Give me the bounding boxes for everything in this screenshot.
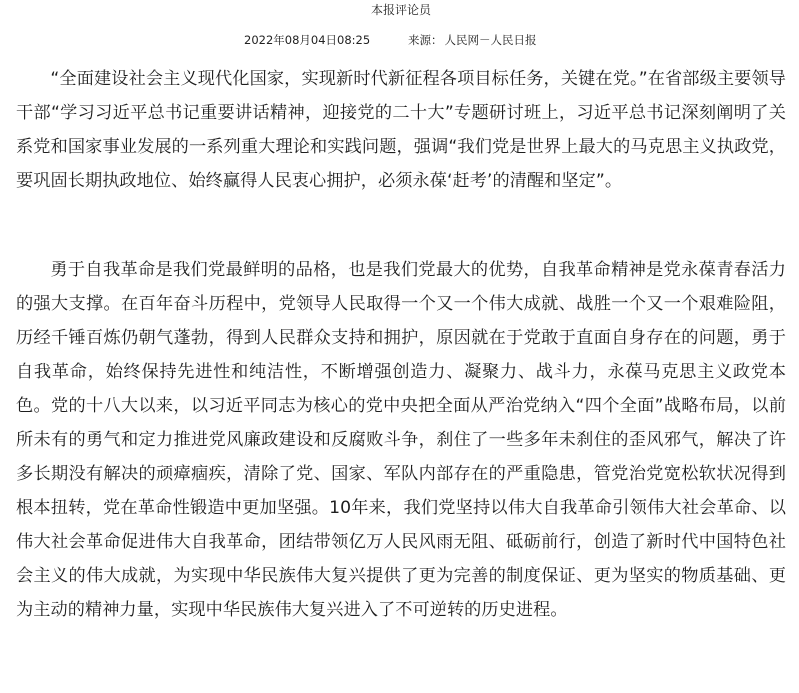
source-link[interactable]: 人民网－人民日报 bbox=[444, 33, 537, 47]
article-paragraph-1: “全面建设社会主义现代化国家，实现新时代新征程各项目标任务，关键在党。”在省部级主要领导干部“学习习近平总书记重要讲话精神，迎接党的二十大”专题研讨班上，习近平总书记深刻阐明了关系党和国家事业发展的一系列重大理论和实践问题，强调“我们党是世界上最大的马克思主义执政党，要巩固长期执政地位、始终赢得人民衷心拥护，必须永葆‘赶考’的清醒和坚定”。 bbox=[16, 69, 786, 191]
source-label: 来源： bbox=[408, 33, 443, 47]
article-paragraph-2: 勇于自我革命是我们党最鲜明的品格，也是我们党最大的优势，自我革命精神是党永葆青春活力的强大支撑。在百年奋斗历程中，党领导人民取得一个又一个伟大成就、战胜一个又一个艰难险阻，历经千锤百炼仍朝气蓬勃，得到人民群众支持和拥护，原因就在于党敢于直面自身存在的问题，勇于自我革命，始终保持先进性和纯洁性，不断增强创造力、凝聚力、战斗力，永葆马克思主义政党本色。党的十八大以来，以习近平同志为核心的党中央把全面从严治党纳入“四个全面”战略布局，以前所未有的勇气和定力推进党风廉政建设和反腐败斗争，刹住了一些多年未刹住的歪风邪气，解决了许多长期没有解决的顽瘴痼疾，清除了党、国家、军队内部存在的严重隐患，管党治党宽松软状况得到根本扭转，党在革命性锻造中更加坚强。10年来，我们党坚持以伟大自我革命引领伟大社会革命、以伟大社会革命促进伟大自我革命，团结带领亿万人民风雨无阻、砥砺前行，创造了新时代中国特色社会主义的伟大成就，为实现中华民族伟大复兴提供了更为完善的制度保证、更为坚实的物质基础、更为主动的精神力量，实现中华民族伟大复兴进入了不可逆转的历史进程。 bbox=[16, 260, 786, 620]
article-byline: 本报评论员 bbox=[370, 3, 431, 17]
article-source bbox=[408, 31, 537, 49]
publish-datetime: 2022年08月04日08:25 bbox=[244, 33, 371, 47]
